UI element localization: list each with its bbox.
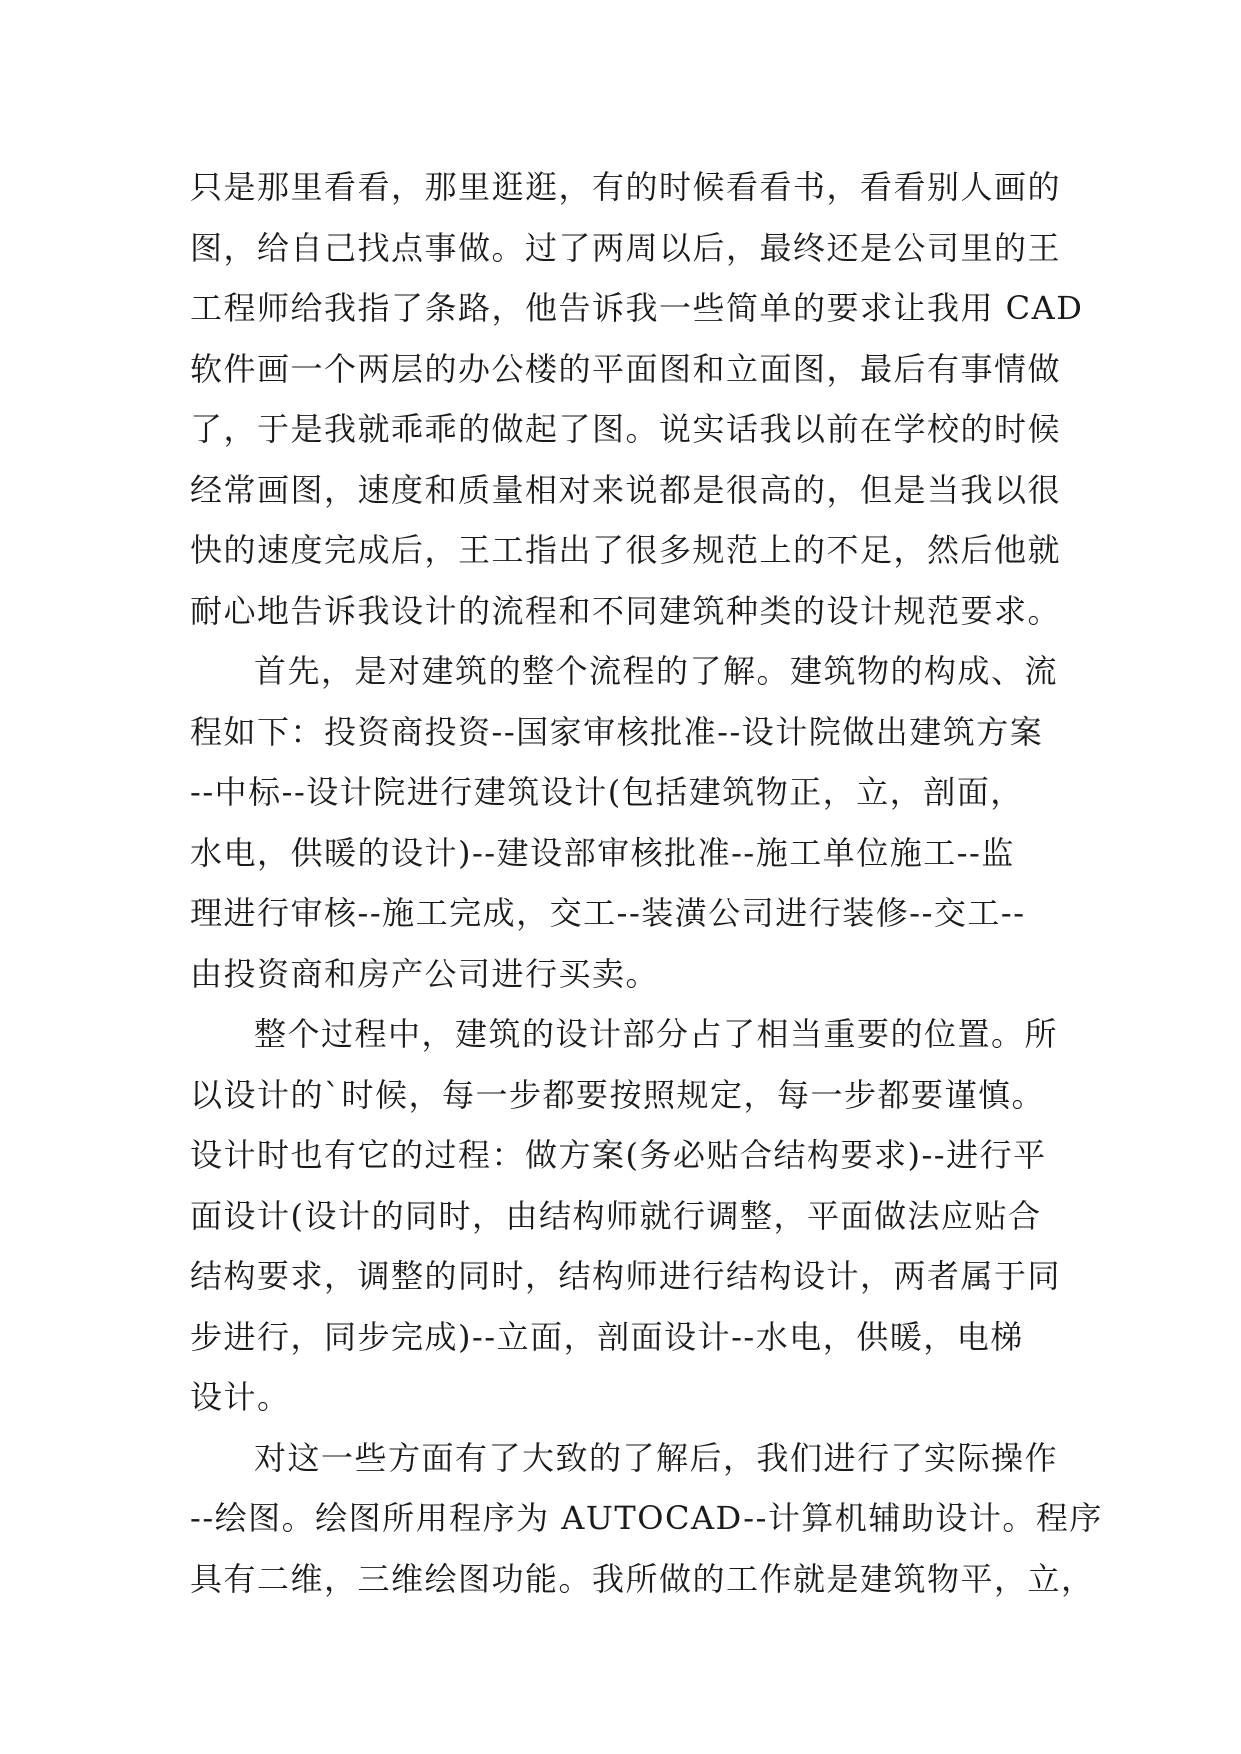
- paragraph-first-line: 整个过程中，建筑的设计部分占了相当重要的位置。所: [254, 1015, 1059, 1053]
- text-line: 设计时也有它的过程：做方案(务必贴合结构要求)--进行平: [190, 1136, 1047, 1174]
- text-line: 了，于是我就乖乖的做起了图。说实话我以前在学校的时候: [190, 410, 1062, 448]
- text-line: 工程师给我指了条路，他告诉我一些简单的要求让我用 CAD: [190, 289, 1084, 327]
- text-line: 程如下：投资商投资--国家审核批准--设计院做出建筑方案: [190, 712, 1044, 751]
- text-line: 软件画一个两层的办公楼的平面图和立面图，最后有事情做: [190, 349, 1062, 388]
- paragraph-first-line: 首先，是对建筑的整个流程的了解。建筑物的构成、流: [254, 652, 1059, 690]
- text-line: 图，给自己找点事做。过了两周以后，最终还是公司里的王: [190, 228, 1062, 267]
- text-line: --中标--设计院进行建筑设计(包括建筑物正，立，剖面，: [190, 773, 1024, 811]
- paragraph-first-line: 对这一些方面有了大致的了解后，我们进行了实际操作: [254, 1438, 1059, 1477]
- body-text: [190, 157, 1103, 1609]
- text-line: 结构要求，调整的同时，结构师进行结构设计，两者属于同: [190, 1257, 1062, 1295]
- text-line: 以设计的`时候，每一步都要按照规定，每一步都要谨慎。: [190, 1075, 1046, 1114]
- text-line: 只是那里看看，那里逛逛，有的时候看看书，看看别人画的: [190, 168, 1062, 206]
- text-line: 水电，供暖的设计)--建设部审核批准--施工单位施工--监: [190, 833, 1015, 872]
- text-line: 步进行，同步完成)--立面，剖面设计--水电，供暖，电梯: [190, 1317, 1024, 1356]
- text-line: 设计。: [190, 1378, 291, 1416]
- text-line: 由投资商和房产公司进行买卖。: [190, 954, 660, 993]
- text-line: 具有二维，三维绘图功能。我所做的工作就是建筑物平，立，: [190, 1559, 1095, 1598]
- text-line: 理进行审核--施工完成，交工--装潢公司进行装修--交工--: [190, 894, 1026, 932]
- text-line: 面设计(设计的同时，由结构师就行调整，平面做法应贴合: [190, 1196, 1042, 1235]
- text-line: --绘图。绘图所用程序为 AUTOCAD--计算机辅助设计。程序: [190, 1499, 1103, 1537]
- text-line: 耐心地告诉我设计的流程和不同建筑种类的设计规范要求。: [190, 591, 1062, 630]
- text-line: 快的速度完成后，王工指出了很多规范上的不足，然后他就: [190, 531, 1062, 569]
- text-line: 经常画图，速度和质量相对来说都是很高的，但是当我以很: [190, 470, 1062, 509]
